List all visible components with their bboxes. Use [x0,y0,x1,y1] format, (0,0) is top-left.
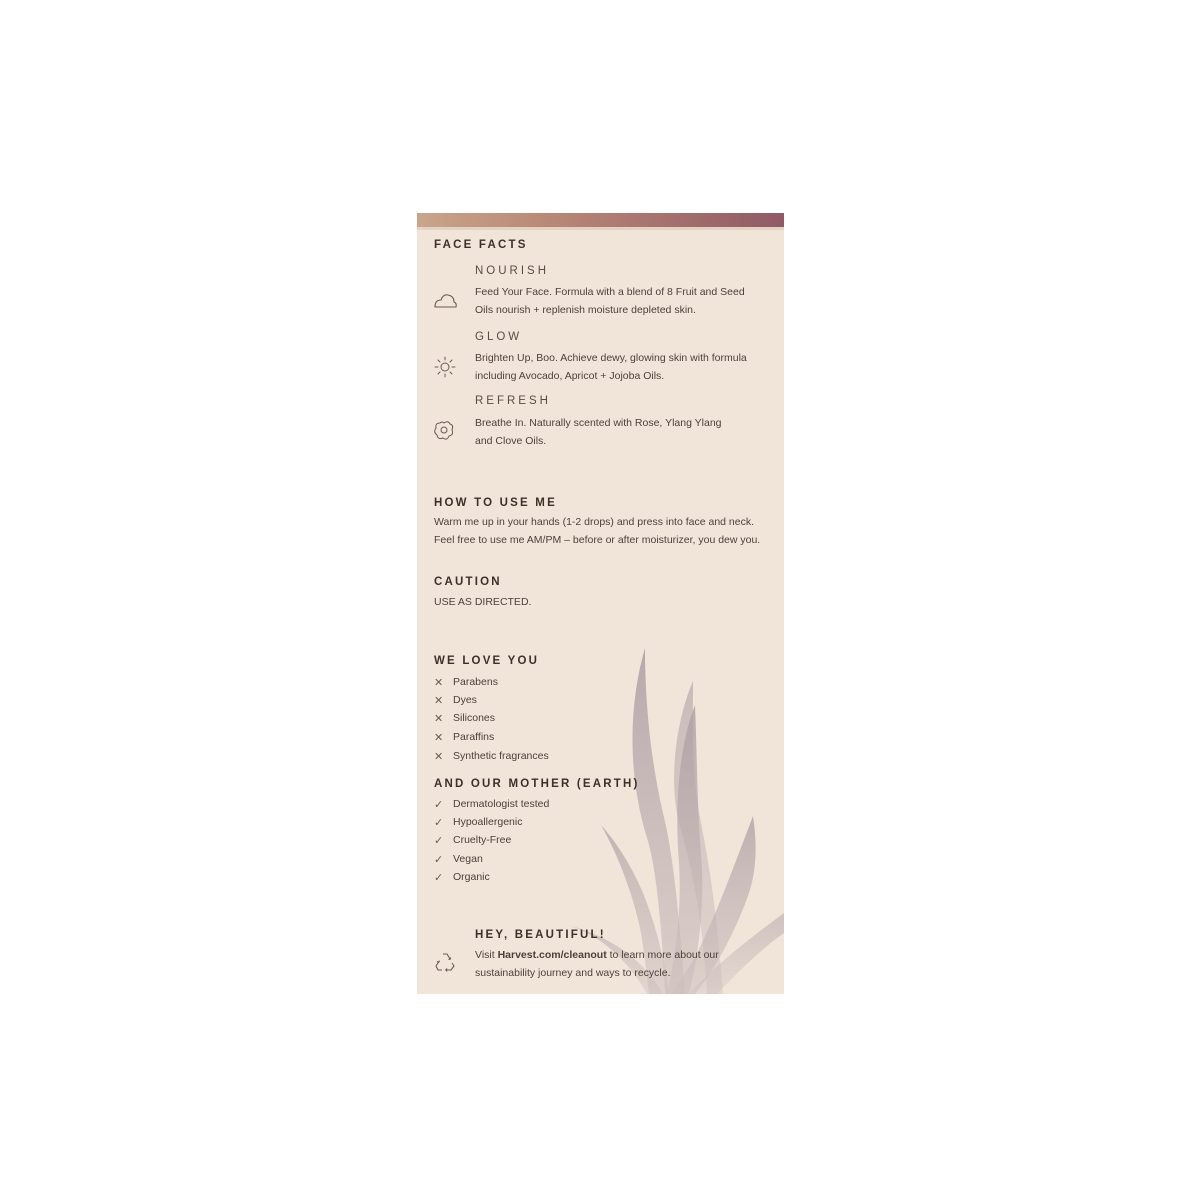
x-mark-icon: ✕ [434,713,444,725]
how-to-use-text: Warm me up in your hands (1-2 drops) and press into face and neck. Feel free to use me AM/PM – before or after moisturizer, you dew you. [434,516,761,546]
visit-prefix: Visit [475,949,498,961]
refresh-text: Breathe In. Naturally scented with Rose, Ylang Ylang and Clove Oils. [475,417,722,447]
check-mark-icon: ✓ [434,872,444,884]
list-item: Hypoallergenic [453,816,523,828]
list-item: Organic [453,871,490,883]
caution-heading: CAUTION [434,576,502,588]
how-to-use-heading: HOW TO USE ME [434,497,557,509]
check-mark-icon: ✓ [434,835,444,847]
x-mark-icon: ✕ [434,677,444,689]
check-mark-icon: ✓ [434,799,444,811]
list-item: Dyes [453,694,477,706]
nourish-title: NOURISH [475,265,550,277]
hey-beautiful-text [475,946,765,982]
visit-suffix: to learn more about our sustainability journey and ways to recycle. [475,949,719,979]
list-item: Cruelty-Free [453,834,512,846]
product-box-back-panel [417,213,784,994]
list-item: Parabens [453,676,498,688]
check-mark-icon: ✓ [434,817,444,829]
cloud-icon [432,291,458,311]
list-item: Dermatologist tested [453,798,550,810]
glow-text: Brighten Up, Boo. Achieve dewy, glowing skin with formula including Avocado, Apricot + Jojoba Oils. [475,352,747,382]
list-item: Synthetic fragrances [453,750,549,762]
list-item: Paraffins [453,731,495,743]
harvest-link[interactable]: Harvest.com/cleanout [497,949,607,961]
x-mark-icon: ✕ [434,732,444,744]
glow-title: GLOW [475,331,523,343]
x-mark-icon: ✕ [434,695,444,707]
we-love-you-heading: WE LOVE YOU [434,655,540,667]
recycle-icon [433,950,457,974]
x-mark-icon: ✕ [434,751,444,763]
nourish-text: Feed Your Face. Formula with a blend of 8 Fruit and Seed Oils nourish + replenish moisture depleted skin. [475,286,745,316]
caution-text: USE AS DIRECTED. [434,596,532,608]
list-item: Vegan [453,853,483,865]
mother-earth-heading: AND OUR MOTHER (EARTH) [434,778,640,790]
check-mark-icon: ✓ [434,854,444,866]
refresh-title: REFRESH [475,395,551,407]
sun-icon [433,355,457,379]
hey-beautiful-heading: HEY, BEAUTIFUL! [475,929,606,941]
list-item: Silicones [453,712,496,724]
flower-icon [431,418,457,444]
face-facts-heading: FACE FACTS [434,239,528,251]
